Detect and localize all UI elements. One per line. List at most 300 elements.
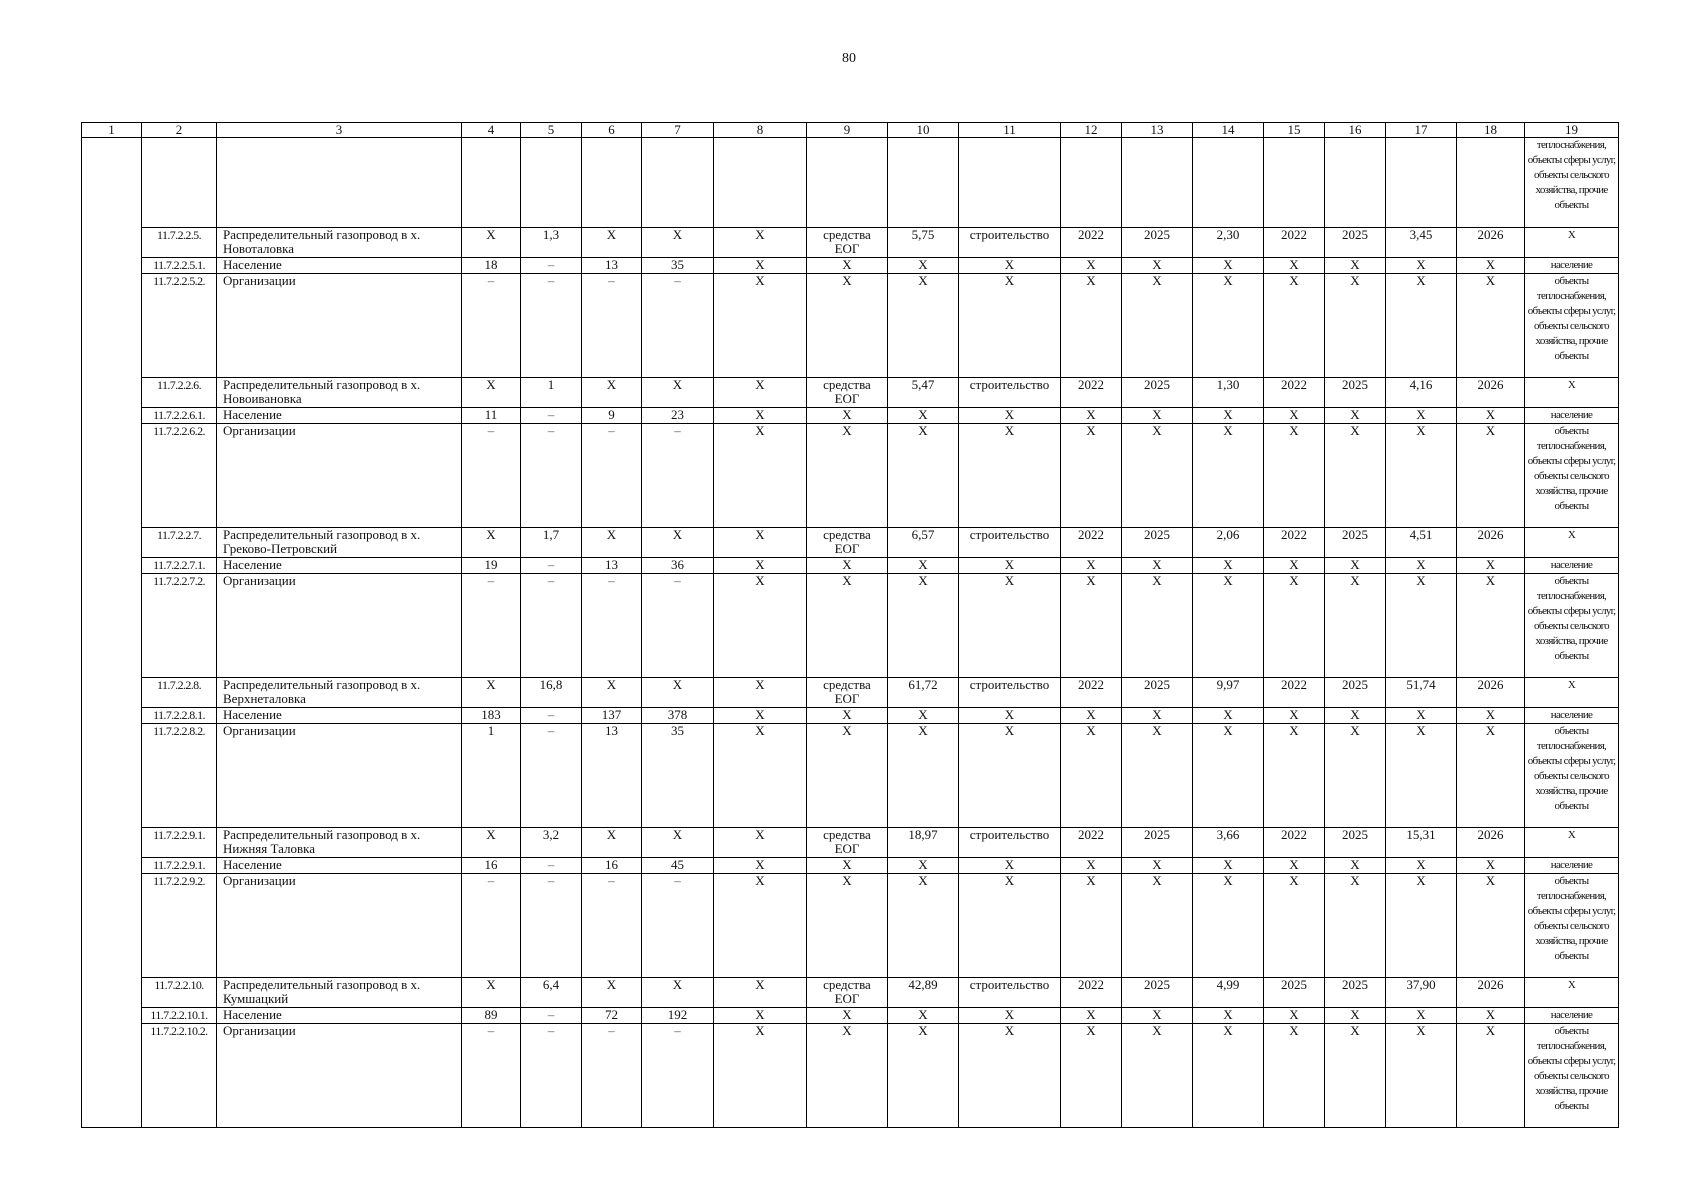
value-cell: X (462, 228, 521, 258)
value-cell: X (642, 228, 714, 258)
value-cell: X (1325, 874, 1386, 978)
header-cell-14: 14 (1193, 123, 1264, 138)
value-cell: X (582, 678, 642, 708)
value-cell: X (1386, 724, 1457, 828)
value-cell: X (1122, 1024, 1193, 1128)
value-cell: X (1193, 858, 1264, 874)
row-name: Распределительный газопровод в х. Кумшацкий (217, 978, 462, 1008)
row-code: 11.7.2.2.7. (142, 528, 217, 558)
table-row (82, 828, 1619, 858)
value-cell: – (521, 858, 582, 874)
row-name: Распределительный газопровод в х. Новоталовка (217, 228, 462, 258)
value-cell: 2022 (1264, 228, 1325, 258)
value-cell (1457, 138, 1525, 228)
value-cell: X (642, 828, 714, 858)
value-cell: X (1264, 874, 1325, 978)
value-cell: X (714, 378, 807, 408)
value-cell: X (959, 1008, 1061, 1024)
value-cell: X (714, 858, 807, 874)
value-cell: X (959, 724, 1061, 828)
value-cell: 2,06 (1193, 528, 1264, 558)
value-cell: X (1386, 274, 1457, 378)
value-cell: – (521, 258, 582, 274)
table-row (82, 724, 1619, 828)
row-code: 11.7.2.2.7.1. (142, 558, 217, 574)
table-row (82, 708, 1619, 724)
row-code (142, 138, 217, 228)
value-cell: X (1264, 724, 1325, 828)
row-code: 11.7.2.2.8. (142, 678, 217, 708)
value-cell: X (1325, 558, 1386, 574)
empty-cell (82, 858, 142, 874)
value-cell: X (807, 424, 888, 528)
value-cell: X (462, 528, 521, 558)
value-cell: X (582, 528, 642, 558)
value-cell: X (1122, 724, 1193, 828)
value-cell: X (1457, 408, 1525, 424)
value-cell: – (642, 424, 714, 528)
value-cell: 2025 (1325, 678, 1386, 708)
value-cell: X (1061, 1008, 1122, 1024)
value-cell: X (1386, 858, 1457, 874)
value-cell: – (582, 874, 642, 978)
value-cell: X (1122, 858, 1193, 874)
row-name: Организации (217, 874, 462, 978)
empty-cell (82, 528, 142, 558)
purpose-cell: объекты теплоснабжения, объекты сферы услуг, объекты сельского хозяйства, прочие объекты (1525, 724, 1619, 828)
value-cell: X (462, 378, 521, 408)
value-cell: X (807, 558, 888, 574)
value-cell: 72 (582, 1008, 642, 1024)
value-cell: X (1061, 574, 1122, 678)
value-cell: 15,31 (1386, 828, 1457, 858)
value-cell: X (1325, 1008, 1386, 1024)
row-code: 11.7.2.2.6.1. (142, 408, 217, 424)
header-cell-7: 7 (642, 123, 714, 138)
table-row (82, 1024, 1619, 1128)
value-cell: X (807, 708, 888, 724)
value-cell: X (807, 574, 888, 678)
value-cell: X (1193, 424, 1264, 528)
value-cell: 2025 (1325, 528, 1386, 558)
value-cell: X (1457, 1024, 1525, 1128)
empty-cell (82, 424, 142, 528)
header-cell-6: 6 (582, 123, 642, 138)
value-cell: 2025 (1122, 678, 1193, 708)
value-cell: X (582, 978, 642, 1008)
value-cell: X (1193, 708, 1264, 724)
row-code: 11.7.2.2.5.1. (142, 258, 217, 274)
value-cell: X (714, 274, 807, 378)
value-cell: X (714, 1024, 807, 1128)
value-cell: X (888, 274, 959, 378)
value-cell: X (1386, 1008, 1457, 1024)
value-cell: X (642, 378, 714, 408)
value-cell: X (959, 408, 1061, 424)
value-cell: X (1457, 708, 1525, 724)
value-cell (1325, 138, 1386, 228)
purpose-cell: теплоснабжения, объекты сферы услуг, объекты сельского хозяйства, прочие объекты (1525, 138, 1619, 228)
value-cell: X (714, 978, 807, 1008)
value-cell: – (521, 558, 582, 574)
value-cell: X (1457, 724, 1525, 828)
value-cell: X (1264, 1024, 1325, 1128)
value-cell: 2026 (1457, 828, 1525, 858)
value-cell: – (642, 1024, 714, 1128)
value-cell: 2022 (1061, 528, 1122, 558)
empty-cell (82, 708, 142, 724)
value-cell: X (1061, 274, 1122, 378)
value-cell: 1,7 (521, 528, 582, 558)
value-cell: X (714, 558, 807, 574)
value-cell: 23 (642, 408, 714, 424)
value-cell: X (1061, 1024, 1122, 1128)
value-cell: X (807, 1008, 888, 1024)
value-cell: – (462, 874, 521, 978)
purpose-cell: объекты теплоснабжения, объекты сферы услуг, объекты сельского хозяйства, прочие объекты (1525, 424, 1619, 528)
value-cell: X (582, 828, 642, 858)
value-cell: 2022 (1264, 378, 1325, 408)
value-cell: X (1122, 574, 1193, 678)
value-cell (462, 138, 521, 228)
row-name: Население (217, 708, 462, 724)
row-name: Распределительный газопровод в х. Нижняя Таловка (217, 828, 462, 858)
table-row (82, 258, 1619, 274)
row-name: Распределительный газопровод в х. Верхнеталовка (217, 678, 462, 708)
value-cell: X (888, 408, 959, 424)
header-cell-1: 1 (82, 123, 142, 138)
value-cell: – (462, 574, 521, 678)
value-cell: X (1457, 258, 1525, 274)
value-cell: X (888, 258, 959, 274)
row-code: 11.7.2.2.10.2. (142, 1024, 217, 1128)
header-cell-13: 13 (1122, 123, 1193, 138)
header-cell-9: 9 (807, 123, 888, 138)
row-code: 11.7.2.2.8.1. (142, 708, 217, 724)
value-cell (714, 138, 807, 228)
value-cell: X (1122, 274, 1193, 378)
table-row (82, 858, 1619, 874)
value-cell: X (888, 874, 959, 978)
value-cell: – (521, 424, 582, 528)
value-cell: X (1122, 408, 1193, 424)
value-cell (807, 138, 888, 228)
value-cell: строительство (959, 828, 1061, 858)
value-cell: X (1264, 858, 1325, 874)
value-cell: X (1193, 574, 1264, 678)
value-cell: X (1264, 424, 1325, 528)
value-cell: средства ЕОГ (807, 228, 888, 258)
row-name: Организации (217, 574, 462, 678)
table-row (82, 424, 1619, 528)
value-cell: 2025 (1122, 378, 1193, 408)
value-cell: X (714, 828, 807, 858)
value-cell: X (1325, 1024, 1386, 1128)
value-cell: X (1122, 874, 1193, 978)
value-cell: строительство (959, 528, 1061, 558)
value-cell: 192 (642, 1008, 714, 1024)
value-cell: X (888, 574, 959, 678)
empty-cell (82, 228, 142, 258)
value-cell: средства ЕОГ (807, 378, 888, 408)
value-cell: 2025 (1264, 978, 1325, 1008)
purpose-cell: население (1525, 1008, 1619, 1024)
row-name: Распределительный газопровод в х. Новоивановка (217, 378, 462, 408)
value-cell: X (1325, 274, 1386, 378)
value-cell: 1 (521, 378, 582, 408)
value-cell: 1 (462, 724, 521, 828)
value-cell: 4,16 (1386, 378, 1457, 408)
value-cell: X (462, 828, 521, 858)
value-cell: X (1264, 274, 1325, 378)
row-name (217, 138, 462, 228)
header-cell-16: 16 (1325, 123, 1386, 138)
value-cell: 3,45 (1386, 228, 1457, 258)
value-cell: X (1386, 574, 1457, 678)
empty-cell (82, 258, 142, 274)
purpose-cell: X (1525, 678, 1619, 708)
purpose-cell: X (1525, 228, 1619, 258)
value-cell (1193, 138, 1264, 228)
value-cell: 18,97 (888, 828, 959, 858)
value-cell: 37,90 (1386, 978, 1457, 1008)
empty-cell (82, 138, 142, 228)
value-cell (1122, 138, 1193, 228)
header-cell-3: 3 (217, 123, 462, 138)
value-cell: X (807, 258, 888, 274)
value-cell: 2,30 (1193, 228, 1264, 258)
empty-cell (82, 1024, 142, 1128)
value-cell: – (462, 274, 521, 378)
header-cell-8: 8 (714, 123, 807, 138)
value-cell: X (1457, 1008, 1525, 1024)
row-code: 11.7.2.2.6.2. (142, 424, 217, 528)
value-cell: X (1264, 1008, 1325, 1024)
purpose-cell: население (1525, 408, 1619, 424)
value-cell: 2025 (1325, 228, 1386, 258)
value-cell: 2025 (1325, 978, 1386, 1008)
table-row (82, 228, 1619, 258)
value-cell: X (1061, 424, 1122, 528)
row-code: 11.7.2.2.7.2. (142, 574, 217, 678)
value-cell: – (582, 274, 642, 378)
table-row (82, 138, 1619, 228)
value-cell: 11 (462, 408, 521, 424)
row-code: 11.7.2.2.8.2. (142, 724, 217, 828)
value-cell: 6,57 (888, 528, 959, 558)
value-cell: 2026 (1457, 978, 1525, 1008)
value-cell: X (462, 678, 521, 708)
row-code: 11.7.2.2.10.1. (142, 1008, 217, 1024)
value-cell: – (642, 874, 714, 978)
value-cell: – (521, 708, 582, 724)
value-cell: 2025 (1122, 528, 1193, 558)
value-cell: 61,72 (888, 678, 959, 708)
row-name: Распределительный газопровод в х. Греково-Петровский (217, 528, 462, 558)
header-cell-19: 19 (1525, 123, 1619, 138)
value-cell: X (1122, 558, 1193, 574)
empty-cell (82, 828, 142, 858)
row-name: Население (217, 858, 462, 874)
value-cell: X (1061, 874, 1122, 978)
value-cell: 2022 (1264, 678, 1325, 708)
value-cell: 2025 (1122, 828, 1193, 858)
value-cell: X (1457, 574, 1525, 678)
value-cell: 18 (462, 258, 521, 274)
value-cell: 35 (642, 724, 714, 828)
value-cell: X (1457, 274, 1525, 378)
empty-cell (82, 574, 142, 678)
value-cell: – (521, 724, 582, 828)
purpose-cell: X (1525, 528, 1619, 558)
value-cell: 5,47 (888, 378, 959, 408)
value-cell: X (1325, 724, 1386, 828)
value-cell (959, 138, 1061, 228)
value-cell: X (1264, 258, 1325, 274)
empty-cell (82, 874, 142, 978)
value-cell: X (1264, 574, 1325, 678)
value-cell: X (714, 424, 807, 528)
value-cell (521, 138, 582, 228)
row-code: 11.7.2.2.9.1. (142, 828, 217, 858)
empty-cell (82, 724, 142, 828)
value-cell: 3,66 (1193, 828, 1264, 858)
value-cell: – (521, 1008, 582, 1024)
value-cell: 2025 (1325, 378, 1386, 408)
value-cell: 16,8 (521, 678, 582, 708)
value-cell: X (1457, 858, 1525, 874)
value-cell: 2022 (1061, 378, 1122, 408)
value-cell: средства ЕОГ (807, 978, 888, 1008)
value-cell: X (1061, 408, 1122, 424)
value-cell: 2026 (1457, 528, 1525, 558)
table-row (82, 678, 1619, 708)
value-cell: 51,74 (1386, 678, 1457, 708)
value-cell: X (1122, 424, 1193, 528)
value-cell: X (1325, 408, 1386, 424)
purpose-cell: объекты теплоснабжения, объекты сферы услуг, объекты сельского хозяйства, прочие объекты (1525, 1024, 1619, 1128)
header-cell-5: 5 (521, 123, 582, 138)
value-cell: X (714, 258, 807, 274)
value-cell: 2026 (1457, 678, 1525, 708)
value-cell: 2022 (1061, 978, 1122, 1008)
page-number: 80 (842, 51, 856, 66)
empty-cell (82, 558, 142, 574)
value-cell: X (1193, 724, 1264, 828)
value-cell: X (1325, 258, 1386, 274)
value-cell: 16 (462, 858, 521, 874)
value-cell: 2022 (1061, 228, 1122, 258)
purpose-cell: X (1525, 978, 1619, 1008)
value-cell: X (714, 408, 807, 424)
value-cell: X (807, 858, 888, 874)
value-cell: X (1386, 558, 1457, 574)
value-cell: 137 (582, 708, 642, 724)
value-cell: X (1193, 274, 1264, 378)
value-cell: 4,99 (1193, 978, 1264, 1008)
value-cell: X (807, 724, 888, 828)
purpose-cell: население (1525, 258, 1619, 274)
value-cell: 2022 (1264, 528, 1325, 558)
row-code: 11.7.2.2.10. (142, 978, 217, 1008)
value-cell: 42,89 (888, 978, 959, 1008)
value-cell: X (1325, 858, 1386, 874)
value-cell: 2025 (1122, 228, 1193, 258)
value-cell: 2025 (1122, 978, 1193, 1008)
value-cell: X (1193, 1008, 1264, 1024)
row-name: Организации (217, 424, 462, 528)
table-row (82, 274, 1619, 378)
empty-cell (82, 274, 142, 378)
purpose-cell: объекты теплоснабжения, объекты сферы услуг, объекты сельского хозяйства, прочие объекты (1525, 274, 1619, 378)
value-cell: X (1457, 558, 1525, 574)
value-cell: X (1061, 258, 1122, 274)
table-row (82, 574, 1619, 678)
value-cell: 1,3 (521, 228, 582, 258)
header-cell-11: 11 (959, 123, 1061, 138)
value-cell: X (1122, 258, 1193, 274)
value-cell: 19 (462, 558, 521, 574)
value-cell: – (521, 874, 582, 978)
empty-cell (82, 408, 142, 424)
purpose-cell: X (1525, 828, 1619, 858)
purpose-cell: объекты теплоснабжения, объекты сферы услуг, объекты сельского хозяйства, прочие объекты (1525, 574, 1619, 678)
value-cell: – (462, 1024, 521, 1128)
value-cell: X (888, 708, 959, 724)
header-cell-12: 12 (1061, 123, 1122, 138)
value-cell: X (714, 528, 807, 558)
value-cell (642, 138, 714, 228)
value-cell: 6,4 (521, 978, 582, 1008)
value-cell: 5,75 (888, 228, 959, 258)
value-cell: X (1122, 708, 1193, 724)
value-cell: X (714, 574, 807, 678)
value-cell: X (714, 678, 807, 708)
value-cell: X (642, 528, 714, 558)
value-cell: X (888, 1008, 959, 1024)
value-cell (1061, 138, 1122, 228)
value-cell: 3,2 (521, 828, 582, 858)
value-cell: X (1061, 724, 1122, 828)
row-name: Население (217, 258, 462, 274)
value-cell: – (521, 1024, 582, 1128)
header-cell-2: 2 (142, 123, 217, 138)
value-cell: строительство (959, 978, 1061, 1008)
value-cell: X (1193, 558, 1264, 574)
table-row (82, 558, 1619, 574)
value-cell: X (642, 678, 714, 708)
table-row (82, 874, 1619, 978)
table-header-row (82, 123, 1619, 138)
row-code: 11.7.2.2.5. (142, 228, 217, 258)
empty-cell (82, 678, 142, 708)
value-cell: X (1386, 408, 1457, 424)
value-cell: X (462, 978, 521, 1008)
row-name: Организации (217, 274, 462, 378)
value-cell: X (1325, 708, 1386, 724)
value-cell: X (1457, 874, 1525, 978)
value-cell: X (807, 274, 888, 378)
value-cell: X (714, 724, 807, 828)
value-cell: – (642, 274, 714, 378)
value-cell: X (582, 228, 642, 258)
purpose-cell: население (1525, 558, 1619, 574)
value-cell: X (1193, 1024, 1264, 1128)
value-cell: X (888, 424, 959, 528)
gas-pipeline-table (81, 122, 1619, 1128)
value-cell (1264, 138, 1325, 228)
value-cell: X (807, 408, 888, 424)
